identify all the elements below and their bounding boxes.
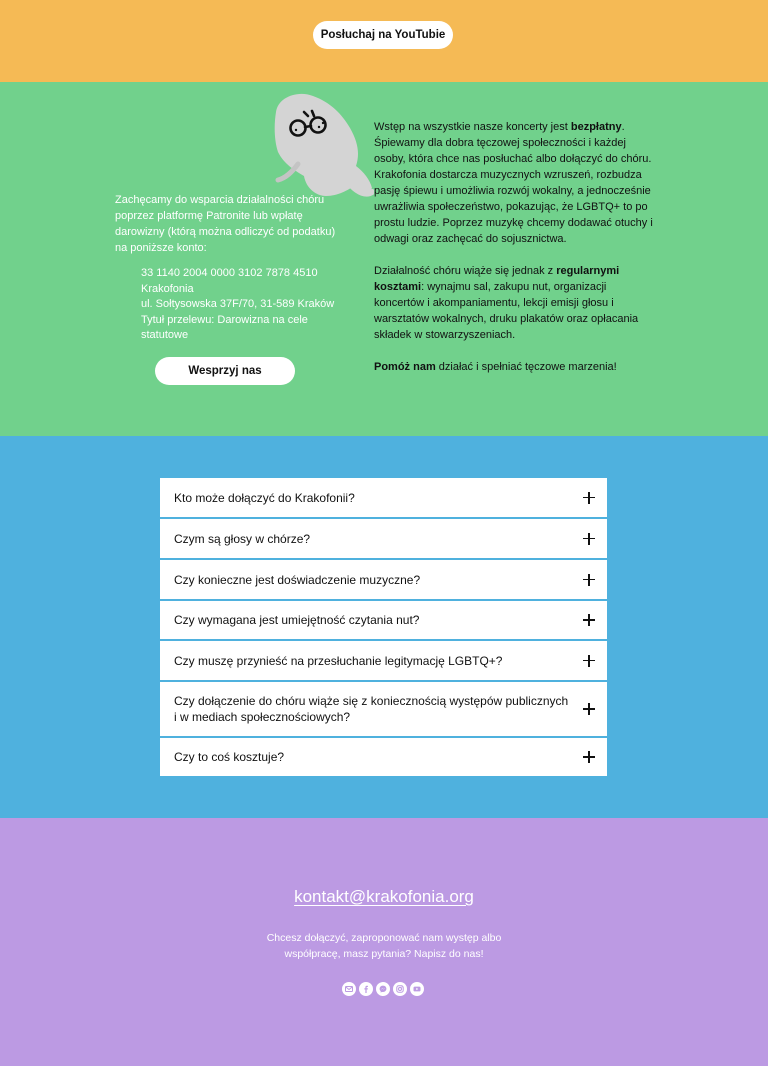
faq-item[interactable] (160, 738, 607, 776)
about-paragraph-3: Pomóż nam działać i spełniać tęczowe marzenia! (374, 361, 617, 373)
faq-item[interactable] (160, 560, 607, 601)
faq-item[interactable] (160, 641, 607, 682)
messenger-icon[interactable] (376, 982, 390, 996)
account-recipient: Krakofonia (141, 282, 194, 295)
faq-question: Czy dołączenie do chóru wiąże się z koniecznością występów publicznych i w mediach społecznościowych? (174, 694, 569, 724)
youtube-icon[interactable] (410, 982, 424, 996)
support-intro: Zachęcamy do wsparcia działalności chóru poprzez platformę Patronite lub wpłatę darowizny (którą można odliczyć od podatku) na poniższe konto: (115, 194, 336, 254)
plus-icon[interactable] (583, 574, 595, 586)
plus-icon[interactable] (583, 703, 595, 715)
about-paragraph-2: Działalność chóru wiąże się jednak z regularnymi kosztami: wynajmu sal, zakupu nut, organizacji koncertów i akompaniamentu, lekcji emisji głosu i warsztatów wokalnych, druku plakatów oraz opłacania składek w stowarzyszeniach. (374, 265, 639, 341)
account-number: 33 1140 2004 0000 3102 7878 4510 (141, 267, 318, 279)
faq-item[interactable] (160, 519, 607, 560)
bank-account-details (141, 266, 351, 344)
faq-item[interactable] (160, 682, 607, 738)
seal-mascot-illustration (268, 92, 374, 202)
contact-email-link[interactable]: kontakt@krakofonia.org (294, 887, 474, 906)
youtube-button[interactable]: Posłuchaj na YouTubie (313, 21, 453, 49)
about-paragraph-1: Wstęp na wszystkie nasze koncerty jest bezpłatny. Śpiewamy dla dobra tęczowej społeczności i każdej osoby, która chce nas posłuchać albo dołączyć do chóru. Krakofonia dostarcza muzycznych wzruszeń, rozbudza pasję śpiewu i umożliwia rozwój wokalny, a jednocześnie uwrażliwia społeczeństwo, pokazując, że LGBTQ+ to po prostu ludzie. Poprzez muzykę chcemy dodawać otuchy i odwagi oraz zachęcać do sojusznictwa. (374, 121, 653, 245)
faq-item[interactable] (160, 478, 607, 519)
instagram-icon[interactable] (393, 982, 407, 996)
faq-item[interactable] (160, 601, 607, 641)
plus-icon[interactable] (583, 751, 595, 763)
email-icon[interactable] (342, 982, 356, 996)
plus-icon[interactable] (583, 533, 595, 545)
facebook-icon[interactable] (359, 982, 373, 996)
faq-accordion (160, 478, 607, 776)
faq-question: Kto może dołączyć do Krakofonii? (174, 490, 355, 505)
social-links (342, 982, 424, 996)
plus-icon[interactable] (583, 492, 595, 504)
contact-text: Chcesz dołączyć, zaproponować nam występ albo współpracę, masz pytania? Napisz do nas! (266, 932, 502, 960)
faq-question: Czy muszę przynieść na przesłuchanie legitymację LGBTQ+? (174, 653, 503, 668)
about-text (374, 119, 654, 391)
support-button[interactable]: Wesprzyj nas (155, 357, 295, 385)
faq-question: Czy to coś kosztuje? (174, 750, 285, 764)
transfer-title: Tytuł przelewu: Darowizna na cele statutowe (141, 313, 308, 341)
faq-question: Czym są głosy w chórze? (174, 531, 311, 546)
faq-question: Czy konieczne jest doświadczenie muzyczne? (174, 572, 421, 587)
plus-icon[interactable] (583, 655, 595, 667)
contact-email (0, 887, 768, 907)
plus-icon[interactable] (583, 614, 595, 626)
faq-question: Czy wymagana jest umiejętność czytania nut? (174, 613, 420, 627)
account-address: ul. Sołtysowska 37F/70, 31-589 Kraków (141, 298, 335, 310)
